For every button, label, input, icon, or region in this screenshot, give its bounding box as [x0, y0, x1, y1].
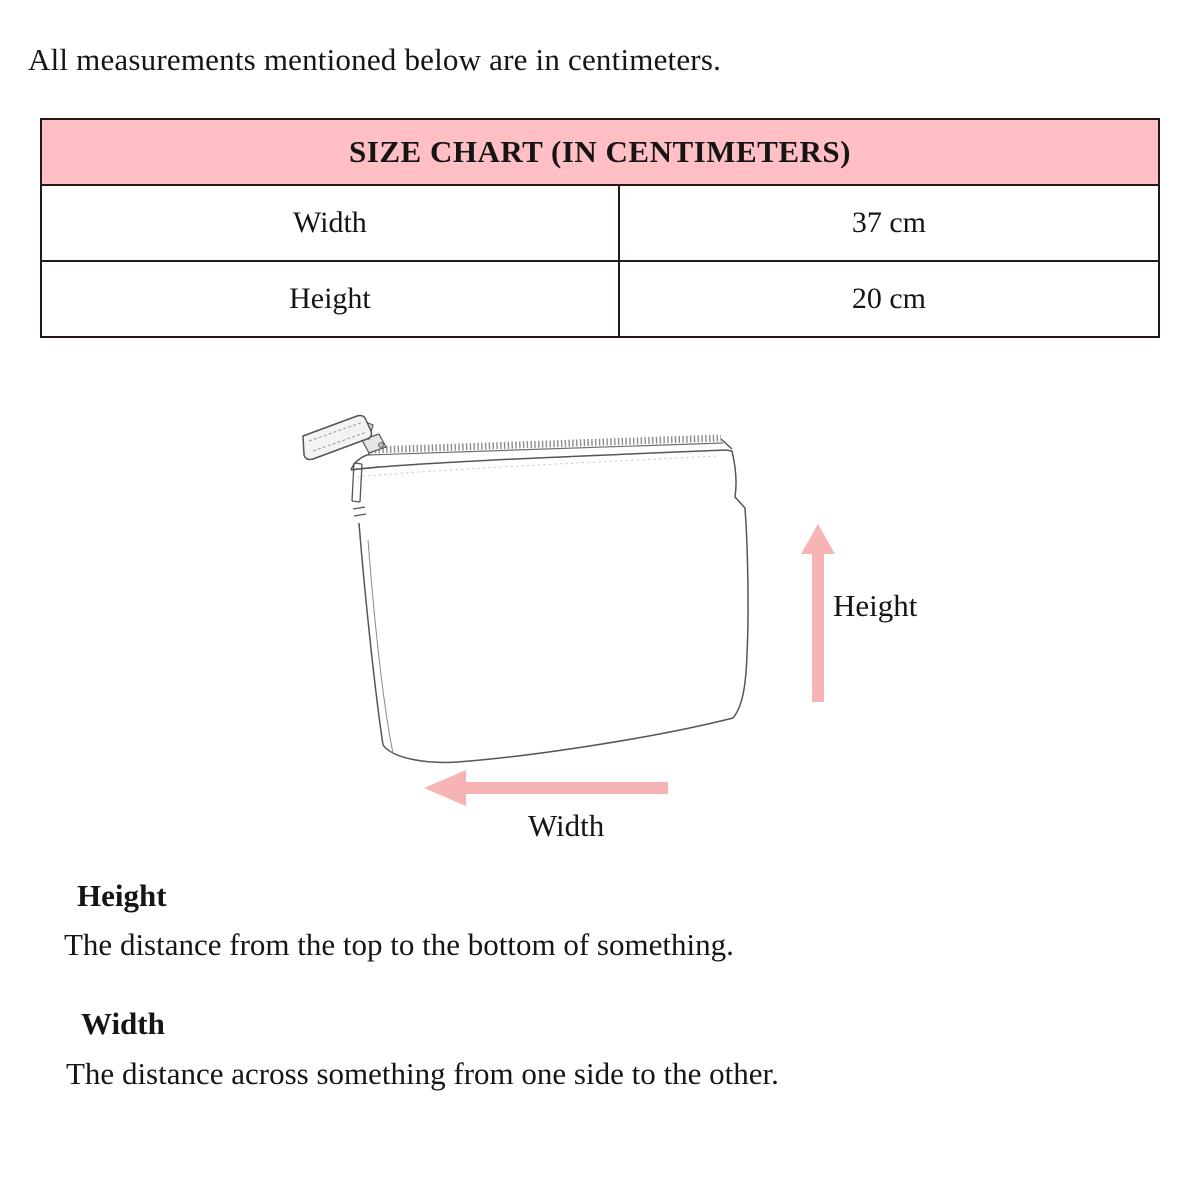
definition-height-term: Height: [77, 878, 167, 913]
row-height-label: Height: [42, 262, 620, 336]
definition-width-term: Width: [81, 1006, 165, 1041]
size-chart-title: SIZE CHART (IN CENTIMETERS): [42, 120, 1158, 186]
width-arrow-label: Width: [528, 808, 605, 843]
size-chart-table: [40, 118, 1160, 338]
definition-height-body: The distance from the top to the bottom of something.: [64, 927, 734, 962]
width-arrow-icon: [420, 768, 670, 808]
row-width-label: Width: [42, 186, 620, 260]
zipper-teeth-icon: [371, 438, 721, 450]
table-row-height: [42, 260, 1158, 336]
definition-width-body: The distance across something from one side to the other.: [66, 1056, 779, 1091]
zipper-pull-strap-icon: [303, 416, 372, 460]
height-arrow-label: Height: [833, 588, 918, 623]
intro-text: All measurements mentioned below are in centimeters.: [28, 42, 722, 77]
row-height-value: 20 cm: [851, 282, 926, 315]
table-row-width: [42, 186, 1158, 260]
row-width-value: 37 cm: [851, 206, 926, 239]
